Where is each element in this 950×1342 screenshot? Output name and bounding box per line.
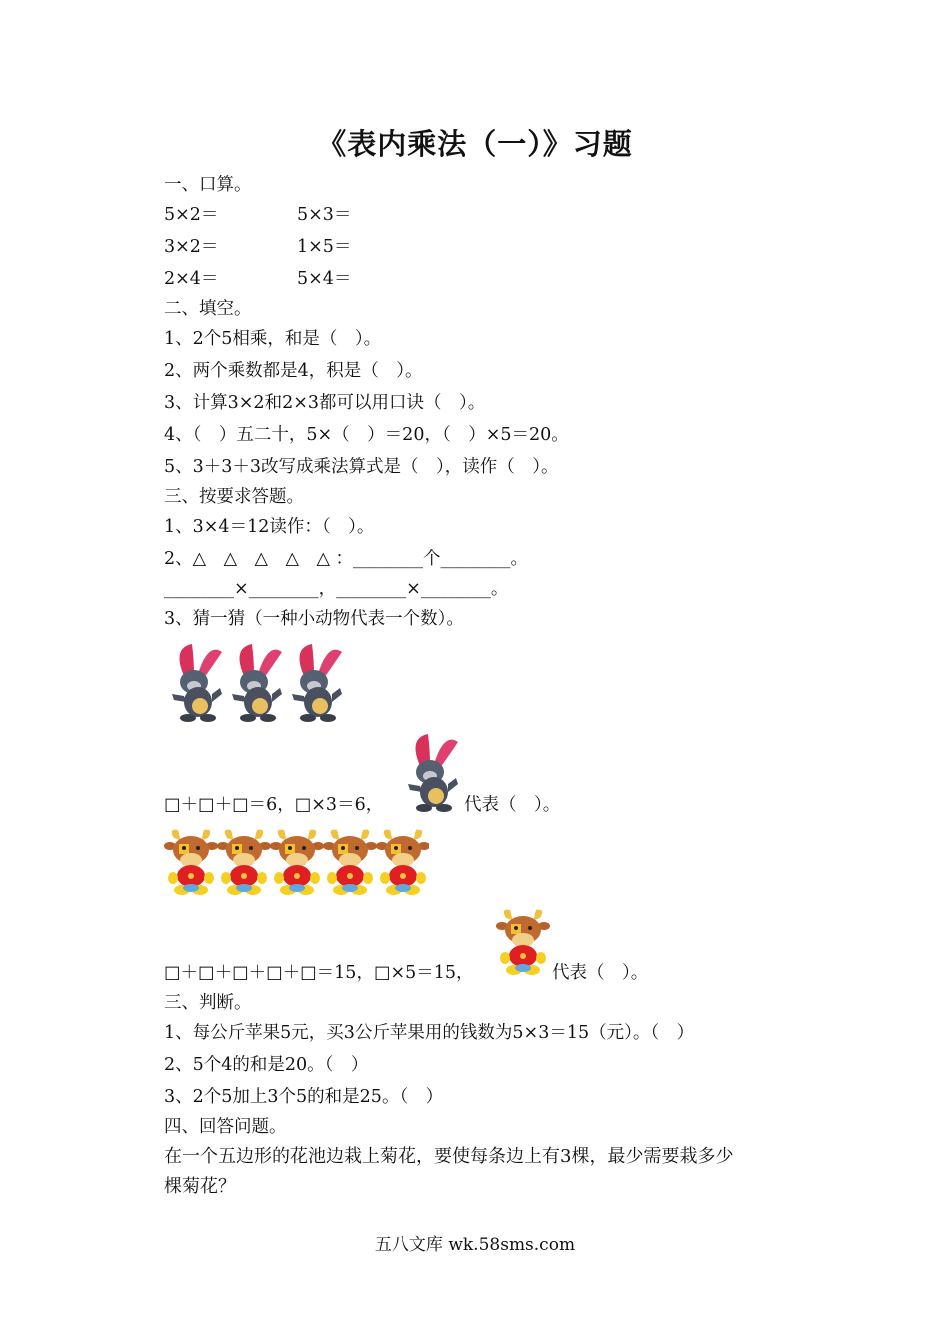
section-3-heading: 三、按要求答题。 — [164, 487, 304, 507]
calc-row-1-b: 5×3＝ — [297, 205, 352, 225]
judge-item-3: 3、2个5加上3个5的和是25。（ ） — [164, 1087, 444, 1107]
fill-item-3: 3、计算3×2和2×3都可以用口诀（ ）。 — [164, 393, 486, 413]
rabbit-images-row — [164, 638, 349, 726]
calc-row-3-a: 2×4＝ — [164, 269, 219, 289]
cow-image — [323, 830, 377, 895]
calc-row-3-b: 5×4＝ — [297, 269, 352, 289]
section-4-heading: 三、判断。 — [164, 993, 252, 1013]
calc-row-1-a: 5×2＝ — [164, 205, 219, 225]
fill-item-2: 2、两个乘数都是4，积是（ ）。 — [164, 361, 423, 381]
section-2-heading: 二、填空。 — [164, 299, 252, 319]
cow-image — [270, 830, 324, 895]
rabbit-image-inline — [400, 728, 462, 816]
calc-row-2-a: 3×2＝ — [164, 237, 219, 257]
calc-row-2-b: 1×5＝ — [297, 237, 352, 257]
fill-item-5: 5、3＋3＋3改写成乘法算式是（ ），读作（ ）。 — [164, 457, 559, 477]
answer-item-2: 2、△ △ △ △ △ ：________个________。 — [164, 549, 528, 569]
rabbit-image — [232, 644, 282, 722]
problem-text-line-1: 在一个五边形的花池边栽上菊花，要使每条边上有3棵，最少需要栽多少 — [164, 1146, 734, 1167]
answer-item-3: 3、猜一猜（一种小动物代表一个数）。 — [164, 609, 464, 629]
cow-image — [376, 830, 429, 895]
cow-images-row — [164, 826, 429, 902]
problem-text-line-2: 棵菊花？ — [164, 1176, 236, 1197]
footer-watermark: 五八文库 wk.58sms.com — [374, 1235, 576, 1255]
document-title: 《表内乘法（一）》习题 — [317, 127, 633, 161]
rabbit-image — [292, 644, 342, 722]
section-1-heading: 一、口算。 — [164, 175, 252, 195]
cow-equation: □＋□＋□＋□＋□＝15，□×5＝15， — [164, 963, 474, 983]
fill-item-4: 4、（ ）五二十，5×（ ）＝20，（ ）×5＝20。 — [164, 425, 569, 445]
rabbit-equation: □＋□＋□＝6，□×3＝6， — [164, 795, 384, 815]
fill-item-1: 1、2个5相乘，和是（ ）。 — [164, 329, 382, 349]
cow-image-inline — [496, 906, 552, 982]
answer-item-1: 1、3×4＝12读作：（ ）。 — [164, 517, 375, 537]
judge-item-2: 2、5个4的和是20。（ ） — [164, 1055, 369, 1075]
judge-item-1: 1、每公斤苹果5元，买3公斤苹果用的钱数为5×3＝15（元）。（ ） — [164, 1023, 695, 1043]
rabbit-equation-tail: 代表（ ）。 — [464, 795, 561, 815]
rabbit-image — [172, 644, 222, 722]
cow-image — [164, 830, 218, 895]
answer-item-2-blanks: ________×________，________×________。 — [164, 579, 509, 599]
cow-equation-tail: 代表（ ）。 — [552, 963, 649, 983]
section-5-heading: 四、回答问题。 — [164, 1117, 287, 1137]
cow-image — [217, 830, 271, 895]
